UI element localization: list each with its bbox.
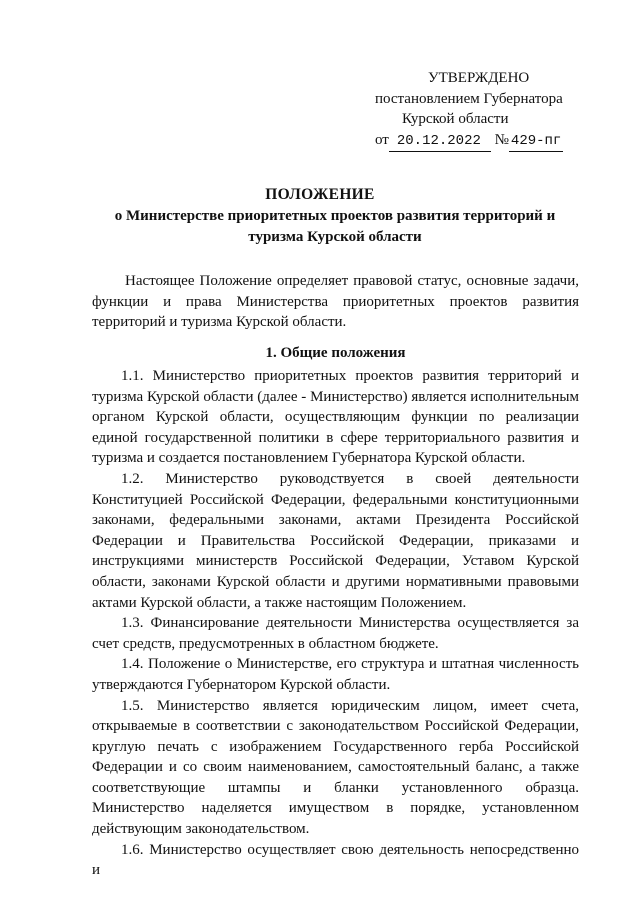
approval-block xyxy=(375,68,575,152)
document-title: ПОЛОЖЕНИЕ xyxy=(265,186,375,203)
clause-paragraph: 1.5. Министерство является юридическим лицом, имеет счета, открываемые в соответствии с законодательством Российской Федерации, круглую печать с изображением Государственного герба Российской Федерации и со своим наименованием, самостоятельный баланс, а также соответствующие штампы и бланки установленного образца. Министерство наделяется имуществом в порядке, установленном действующим законодательством. xyxy=(92,697,579,838)
number-prefix: № xyxy=(494,131,509,148)
document-subtitle: о Министерстве приоритетных проектов развития территорий и туризма Курской области xyxy=(114,208,556,245)
date-prefix: от xyxy=(375,131,389,148)
clause-paragraph: 1.3. Финансирование деятельности Министерства осуществляется за счет средств, предусмотренных в областном бюджете. xyxy=(92,615,579,652)
approval-region: Курской области xyxy=(402,111,509,127)
section-clauses xyxy=(92,366,579,881)
clause-paragraph: 1.2. Министерство руководствуется в своей деятельности Конституцией Российской Федерации, федеральными конституционными законами, федеральными законами, актами Президента Российской Федерации и Правительства Российской Федерации, приказами и инструкциями министерств Российской Федерации, Уставом Курской области, законами Курской области и другими нормативными правовыми актами Курской области, а также настоящим Положением. xyxy=(92,470,579,611)
approval-date-number xyxy=(375,130,575,153)
intro-paragraph: Настоящее Положение определяет правовой статус, основные задачи, функции и права Министерства приоритетных проектов развития территорий и туризма Курской области. xyxy=(92,273,579,331)
clause-paragraph: 1.4. Положение о Министерстве, его структура и штатная численность утверждаются Губернатором Курской области. xyxy=(92,656,579,693)
section-heading: 1. Общие положения xyxy=(265,345,406,361)
clause-paragraph: 1.1. Министерство приоритетных проектов развития территорий и туризма Курской области (далее - Министерство) является исполнительным органом Курской области, осуществляющим функции по реализации единой государственной политики в сфере территориального развития и туризма и создается постановлением Губернатора Курской области. xyxy=(92,368,579,467)
clause-paragraph: 1.6. Министерство осуществляет свою деятельность непосредственно и xyxy=(92,841,579,879)
approval-heading: УТВЕРЖДЕНО xyxy=(428,70,530,86)
decree-date: 20.12.2022 xyxy=(389,131,491,153)
decree-number: 429-пг xyxy=(509,131,563,153)
approval-decree: постановлением Губернатора xyxy=(375,90,563,107)
